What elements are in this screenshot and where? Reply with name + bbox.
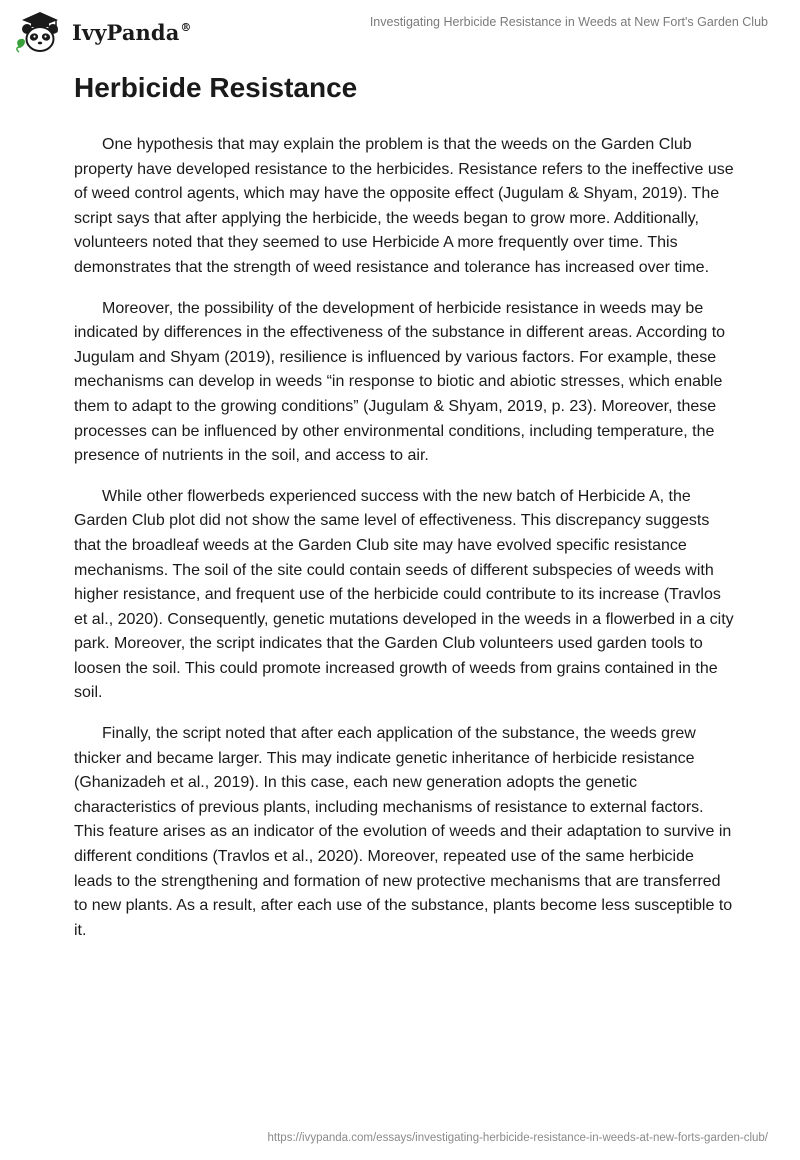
document-title: Investigating Herbicide Resistance in Weeds at New Fort's Garden Club — [369, 15, 768, 29]
page-header — [0, 0, 800, 62]
panda-graduate-icon — [14, 8, 66, 56]
paragraph: One hypothesis that may explain the problem is that the weeds on the Garden Club property have developed resistance to the herbicides. Resistance refers to the ineffective use of weed control agents, which may have the opposite effect (Jugulam & Shyam, 2019). The script says that after applying the herbicide, the weeds began to grow more. Additionally, volunteers noted that they seemed to use Herbicide A more frequently over time. This demonstrates that the strength of weed resistance and tolerance has increased over time. — [74, 136, 734, 276]
section-heading: Herbicide Resistance — [74, 72, 358, 103]
logo-wordmark: IvyPanda® — [72, 19, 192, 45]
paragraph: Moreover, the possibility of the development of herbicide resistance in weeds may be indicated by differences in the effectiveness of the substance in different areas. According to Jugulam and Shyam (2019), resilience is influenced by various factors. For example, these mechanisms can develop in weeds “in response to biotic and abiotic stresses, which enable them to adapt to the growing conditions” (Jugulam & Shyam, 2019, p. 23). Moreover, these processes can be influenced by other environmental conditions, including temperature, the presence of nutrients in the soil, and access to air. — [74, 299, 726, 465]
paragraph: While other flowerbeds experienced success with the new batch of Herbicide A, the Garden Club plot did not show the same level of effectiveness. This discrepancy suggests that the broadleaf weeds at the Garden Club site may have evolved specific resistance mechanisms. The soil of the site could contain seeds of different subspecies of weeds with higher resistance, and frequent use of the herbicide could contribute to its increase (Travlos et al., 2020). Consequently, genetic mutations developed in the weeds in a flowerbed in a city park. Moreover, the script indicates that the Garden Club volunteers used garden tools to loosen the soil. This could promote increased growth of weeds from grains contained in the soil. — [74, 487, 734, 702]
article-body — [74, 133, 734, 959]
source-url[interactable]: https://ivypanda.com/essays/investigating-herbicide-resistance-in-weeds-at-new-forts-garden-club/ — [267, 1132, 768, 1144]
ivypanda-logo[interactable] — [14, 8, 192, 56]
paragraph: Finally, the script noted that after each application of the substance, the weeds grew thicker and became larger. This may indicate genetic inheritance of herbicide resistance (Ghanizadeh et al., 2019). In this case, each new generation adopts the genetic characteristics of previous plants, including mechanisms of resistance to external factors. This feature arises as an indicator of the evolution of weeds and their adaptation to survive in different conditions (Travlos et al., 2020). Moreover, repeated use of the same herbicide leads to the strengthening and formation of new protective mechanisms that are transferred to new plants. As a result, after each use of the substance, plants become less susceptible to it. — [74, 725, 733, 939]
